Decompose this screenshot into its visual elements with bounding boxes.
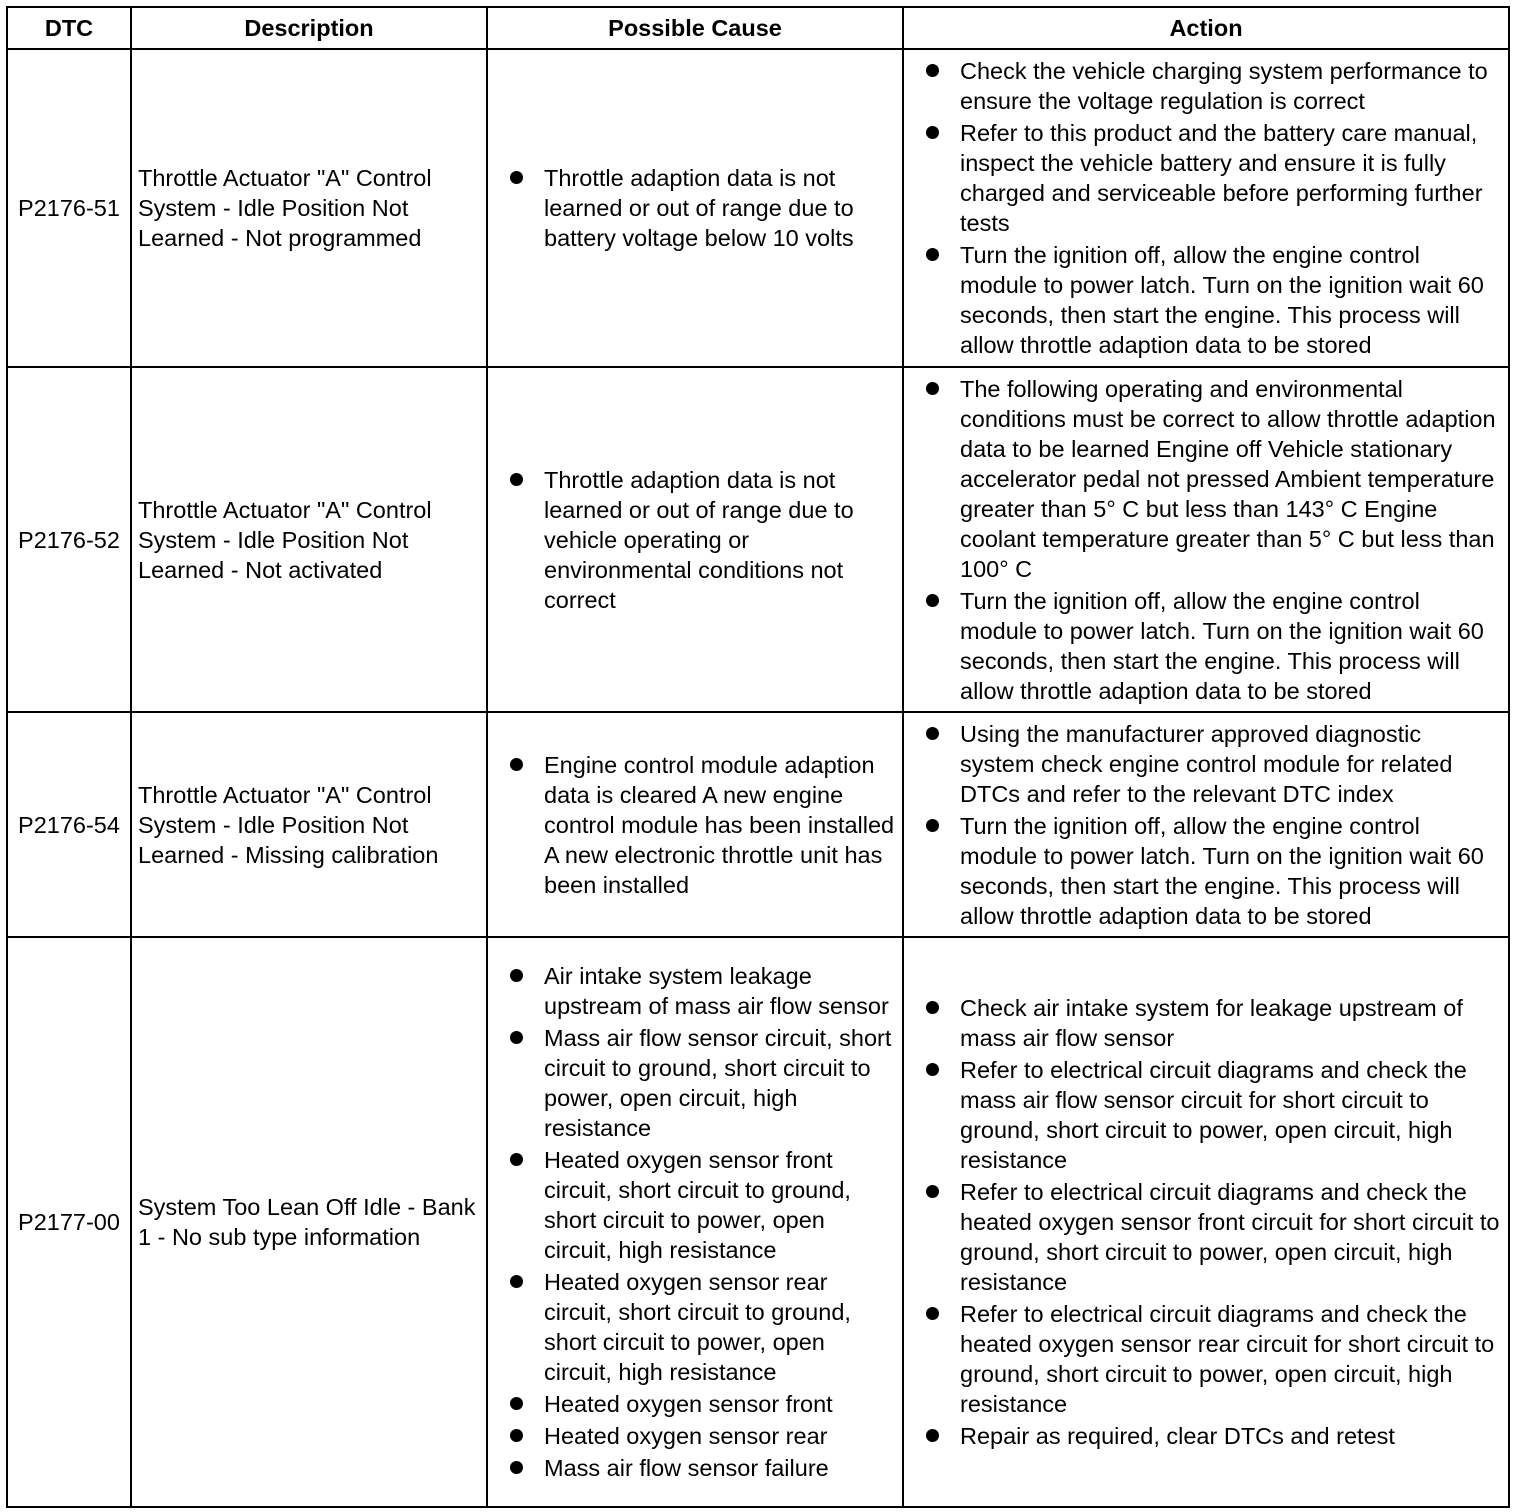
list-item (488, 750, 896, 900)
list-item (488, 1267, 896, 1387)
bullet-icon (510, 969, 523, 982)
table-row (7, 712, 1509, 937)
possible-cause-text: Engine control module adaption data is cleared A new engine control module has been installed A new electronic throttle unit has been installed (544, 751, 895, 898)
bullet-icon (926, 1185, 939, 1198)
action-text: The following operating and environmental conditions must be correct to allow throttle adaption data to be learned Engine off Vehicle stationary accelerator pedal not pressed Ambient temperature greater than 5° C but less than 143° C Engine coolant temperature greater than 5° C but less than 100° C (960, 375, 1496, 582)
bullet-icon (926, 126, 939, 139)
bullet-icon (926, 64, 939, 77)
bullet-icon (926, 248, 939, 261)
possible-cause-text: Throttle adaption data is not learned or out of range due to battery voltage below 10 volts (544, 165, 854, 251)
action-text: Using the manufacturer approved diagnostic system check engine control module for related DTCs and refer to the relevant DTC index (960, 720, 1453, 807)
action-list (904, 374, 1502, 706)
bullet-icon (926, 1001, 939, 1014)
header-description: Description (131, 7, 487, 49)
bullet-icon (926, 727, 939, 740)
bullet-icon (926, 1429, 939, 1442)
bullet-icon (926, 382, 939, 395)
bullet-icon (926, 594, 939, 607)
action-text: Refer to electrical circuit diagrams and check the heated oxygen sensor front circuit for short circuit to ground, short circuit to power, open circuit, high resistance (960, 1179, 1500, 1295)
bullet-icon (510, 758, 523, 771)
possible-cause-text: Heated oxygen sensor front (544, 1391, 833, 1417)
list-item (488, 465, 896, 615)
dtc-description: Throttle Actuator "A" Control System - Idle Position Not Learned - Not activated (131, 367, 487, 712)
dtc-table (6, 6, 1510, 1508)
bullet-icon (926, 1063, 939, 1076)
possible-cause-text: Heated oxygen sensor rear (544, 1423, 828, 1449)
possible-cause-list (488, 750, 896, 900)
action-text: Repair as required, clear DTCs and retest (960, 1423, 1395, 1449)
action-text: Refer to electrical circuit diagrams and check the heated oxygen sensor rear circuit for short circuit to ground, short circuit to power, open circuit, high resistance (960, 1301, 1495, 1417)
list-item (904, 1177, 1502, 1297)
possible-cause-cell (487, 712, 903, 937)
action-text: Refer to this product and the battery care manual, inspect the vehicle battery and ensure it is fully charged and serviceable before performing further tests (960, 120, 1483, 236)
list-item (488, 961, 896, 1021)
action-text: Check the vehicle charging system performance to ensure the voltage regulation is correct (960, 58, 1488, 114)
list-item (904, 993, 1502, 1053)
list-item (904, 1421, 1502, 1451)
possible-cause-text: Heated oxygen sensor rear circuit, short circuit to ground, short circuit to power, open circuit, high resistance (544, 1269, 851, 1385)
action-cell (903, 937, 1509, 1507)
action-list (904, 56, 1502, 360)
list-item (904, 1299, 1502, 1419)
table-row (7, 367, 1509, 712)
possible-cause-cell (487, 937, 903, 1507)
list-item (488, 1023, 896, 1143)
bullet-icon (510, 1461, 523, 1474)
list-item (904, 240, 1502, 360)
dtc-description: System Too Lean Off Idle - Bank 1 - No sub type information (131, 937, 487, 1507)
action-text: Turn the ignition off, allow the engine control module to power latch. Turn on the ignition wait 60 seconds, then start the engine. This process will allow throttle adaption data to be stored (960, 242, 1484, 358)
bullet-icon (510, 473, 523, 486)
bullet-icon (510, 1429, 523, 1442)
possible-cause-list (488, 163, 896, 253)
bullet-icon (510, 1031, 523, 1044)
action-list (904, 719, 1502, 931)
dtc-code: P2176-54 (7, 712, 131, 937)
list-item (488, 1389, 896, 1419)
table-row (7, 49, 1509, 367)
list-item (904, 118, 1502, 238)
table-body (7, 49, 1509, 1507)
dtc-description: Throttle Actuator "A" Control System - Idle Position Not Learned - Not programmed (131, 49, 487, 367)
action-cell (903, 367, 1509, 712)
possible-cause-list (488, 961, 896, 1483)
bullet-icon (510, 1153, 523, 1166)
list-item (904, 374, 1502, 584)
table-row (7, 937, 1509, 1507)
list-item (904, 719, 1502, 809)
dtc-code: P2176-52 (7, 367, 131, 712)
possible-cause-text: Heated oxygen sensor front circuit, short circuit to ground, short circuit to power, open circuit, high resistance (544, 1147, 851, 1263)
list-item (904, 1055, 1502, 1175)
list-item (488, 1453, 896, 1483)
dtc-description: Throttle Actuator "A" Control System - Idle Position Not Learned - Missing calibration (131, 712, 487, 937)
action-cell (903, 712, 1509, 937)
list-item (488, 1421, 896, 1451)
list-item (904, 56, 1502, 116)
action-text: Turn the ignition off, allow the engine control module to power latch. Turn on the ignition wait 60 seconds, then start the engine. This process will allow throttle adaption data to be stored (960, 812, 1484, 929)
bullet-icon (926, 1307, 939, 1320)
list-item (904, 811, 1502, 931)
bullet-icon (926, 819, 939, 832)
action-text: Check air intake system for leakage upstream of mass air flow sensor (960, 995, 1463, 1051)
action-text: Refer to electrical circuit diagrams and check the mass air flow sensor circuit for short circuit to ground, short circuit to power, open circuit, high resistance (960, 1057, 1467, 1173)
header-action: Action (903, 7, 1509, 49)
possible-cause-text: Air intake system leakage upstream of mass air flow sensor (544, 963, 889, 1019)
list-item (488, 1145, 896, 1265)
table-header-row (7, 7, 1509, 49)
bullet-icon (510, 1397, 523, 1410)
header-dtc: DTC (7, 7, 131, 49)
action-cell (903, 49, 1509, 367)
bullet-icon (510, 1275, 523, 1288)
action-text: Turn the ignition off, allow the engine control module to power latch. Turn on the ignition wait 60 seconds, then start the engine. This process will allow throttle adaption data to be stored (960, 587, 1484, 704)
dtc-code: P2177-00 (7, 937, 131, 1507)
possible-cause-cell (487, 367, 903, 712)
possible-cause-text: Throttle adaption data is not learned or out of range due to vehicle operating or environmental conditions not correct (544, 466, 854, 613)
bullet-icon (510, 171, 523, 184)
possible-cause-cell (487, 49, 903, 367)
action-list (904, 993, 1502, 1451)
possible-cause-text: Mass air flow sensor failure (544, 1455, 829, 1481)
header-possible-cause: Possible Cause (487, 7, 903, 49)
dtc-code: P2176-51 (7, 49, 131, 367)
list-item (488, 163, 896, 253)
possible-cause-list (488, 465, 896, 615)
possible-cause-text: Mass air flow sensor circuit, short circuit to ground, short circuit to power, open circuit, high resistance (544, 1025, 892, 1141)
list-item (904, 586, 1502, 706)
